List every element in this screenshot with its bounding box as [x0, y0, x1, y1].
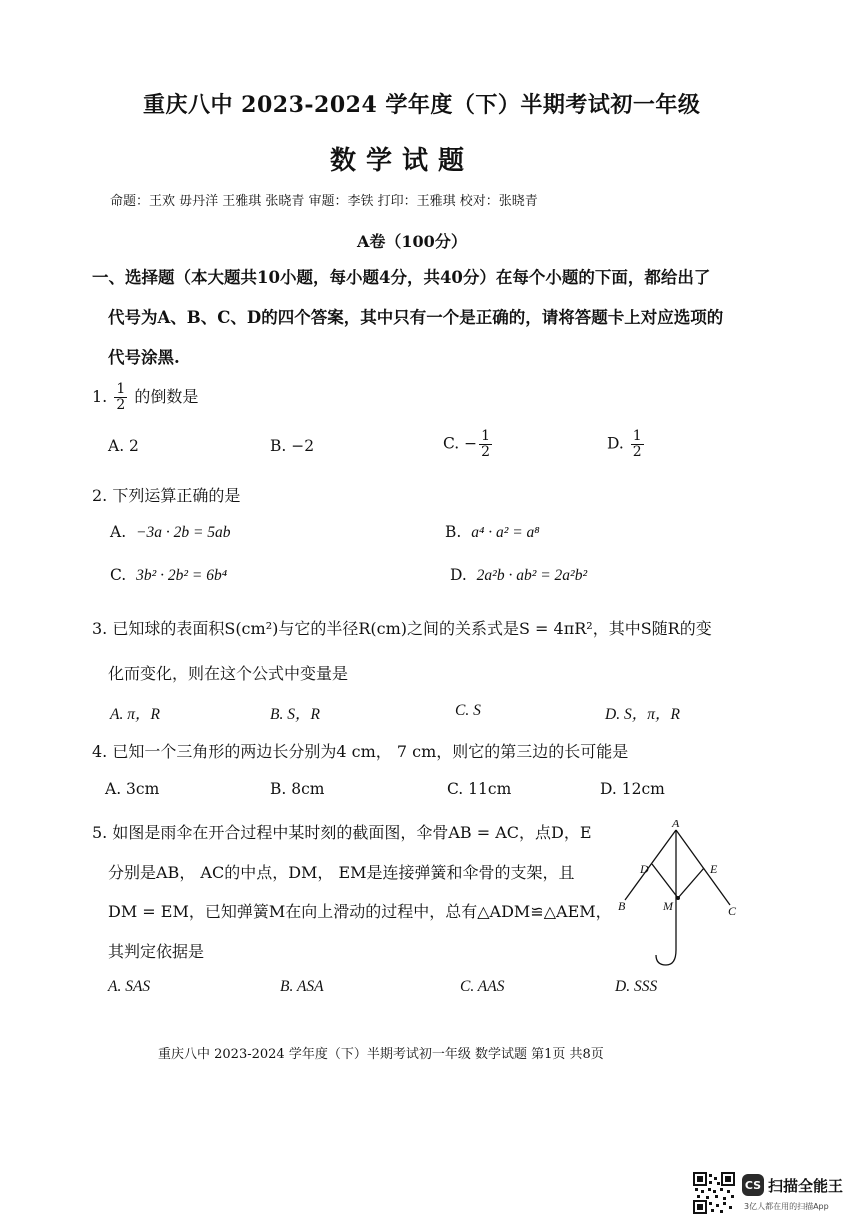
q4-option-d: D. 12cm	[600, 780, 665, 798]
q5-option-d: D. SSS	[615, 978, 658, 995]
camscanner-logo: CS	[742, 1174, 764, 1196]
question-1-stem	[92, 382, 198, 413]
scanner-brand: 扫描全能王	[768, 1177, 844, 1195]
question-5-line4: 其判定依据是	[108, 942, 205, 961]
q1-option-b: B. −2	[270, 437, 315, 455]
strut-EM	[678, 868, 704, 898]
question-4-stem: 4. 已知一个三角形的两边长分别为4 cm， 7 cm，则它的第三边的长可能是	[92, 742, 629, 761]
label-A: A	[672, 820, 680, 830]
qr-code-icon	[693, 1172, 735, 1214]
label-D: D	[640, 862, 649, 876]
question-5-line2: 分别是AB， AC的中点，DM， EM是连接弹簧和伞骨的支架，且	[108, 863, 575, 882]
section1-line3: 代号涂黑.	[108, 348, 180, 367]
q5-option-a: A. SAS	[108, 978, 151, 995]
q1-option-c: C. − $\frac{1}{2}$	[443, 428, 491, 460]
rib-AB	[625, 830, 676, 900]
question-5-line3: DM = EM，已知弹簧M在向上滑动的过程中，总有△ADM≌△AEM，	[108, 902, 612, 921]
question-1-text: 的倒数是	[134, 387, 199, 406]
q3-option-a: A. π，R	[110, 706, 160, 723]
q4-option-b: B. 8cm	[270, 780, 325, 798]
section1-line2: 代号为A、B、C、D的四个答案，其中只有一个是正确的，请将答题卡上对应选项的	[108, 308, 724, 327]
question-5-line1: 5. 如图是雨伞在开合过程中某时刻的截面图，伞骨AB = AC，点D，E	[92, 823, 592, 842]
umbrella-handle	[656, 950, 676, 965]
umbrella-figure	[610, 820, 750, 970]
q4-option-c: C. 11cm	[447, 780, 512, 798]
label-M: M	[663, 899, 673, 913]
question-2-stem: 2. 下列运算正确的是	[92, 486, 241, 505]
credits-line: 命题：王欢 毋丹洋 王雅琪 张晓青 审题：李铁 打印：王雅琪 校对：张晓青	[110, 194, 538, 209]
subject-title: 数学试题	[330, 146, 475, 176]
question-1-fraction: $\frac{1}{2}$	[116, 381, 126, 413]
q2-option-b: B. a⁴ · a² = a⁸	[445, 523, 540, 541]
spring-point-M	[676, 896, 680, 900]
section1-line1: 一、选择题（本大题共10小题，每小题4分，共40分）在每个小题的下面，都给出了	[92, 268, 711, 287]
strut-DM	[652, 864, 678, 898]
qr-code	[693, 1172, 735, 1214]
exam-title: 重庆八中 2023-2024 学年度（下）半期考试初一年级	[143, 92, 701, 118]
q1-option-a: A. 2	[108, 437, 139, 455]
q3-option-c: C. S	[455, 702, 481, 719]
q4-option-a: A. 3cm	[105, 780, 160, 798]
question-3-line2: 化而变化，则在这个公式中变量是	[108, 664, 349, 683]
q2-option-d: D. 2a²b · ab² = 2a²b²	[450, 566, 588, 584]
question-1-number: 1.	[92, 387, 108, 406]
rib-AC	[676, 830, 730, 905]
q5-option-c: C. AAS	[460, 978, 505, 995]
q3-option-b: B. S，R	[270, 706, 320, 723]
paper-a-label: A卷（100分）	[357, 232, 467, 251]
label-C: C	[728, 904, 737, 918]
label-B: B	[618, 899, 626, 913]
q2-option-c: C. 3b² · 2b² = 6b⁴	[110, 566, 228, 584]
scanner-tagline: 3亿人都在用的扫描App	[744, 1202, 829, 1211]
question-3-line1: 3. 已知球的表面积S(cm²)与它的半径R(cm)之间的关系式是S = 4πR²，其中S随R的变	[92, 619, 712, 638]
page-footer: 重庆八中 2023-2024 学年度（下）半期考试初一年级 数学试题 第1页 共8页	[158, 1047, 604, 1062]
q1-option-d: D. $\frac{1}{2}$	[607, 428, 642, 460]
q5-option-b: B. ASA	[280, 978, 324, 995]
q3-option-d: D. S，π，R	[605, 706, 680, 723]
label-E: E	[710, 862, 718, 876]
q2-option-a: A. −3a · 2b = 5ab	[110, 523, 231, 541]
